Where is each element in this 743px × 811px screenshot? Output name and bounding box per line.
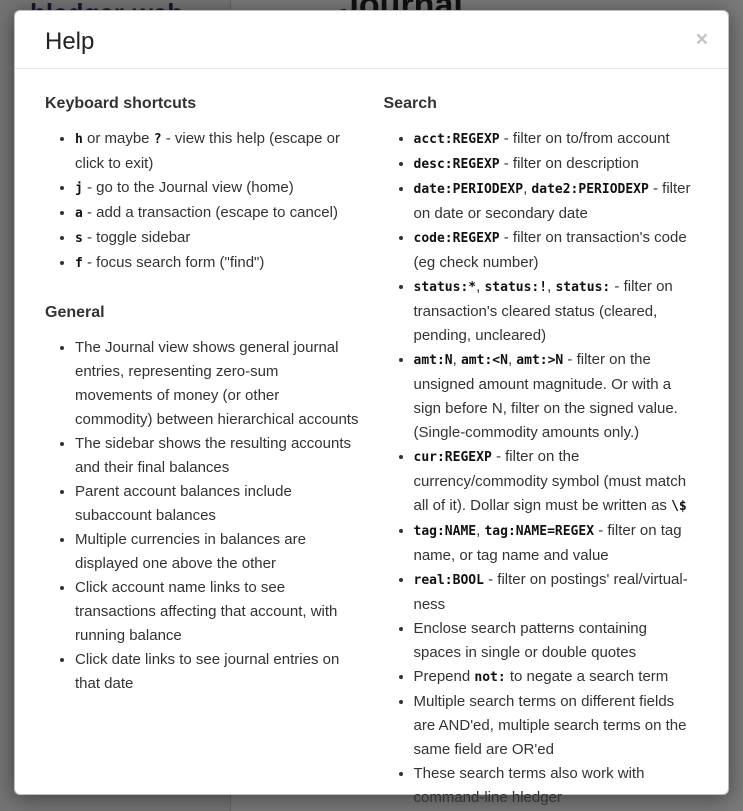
help-item: • Multiple currencies in balances are displayed one above the other xyxy=(75,528,360,576)
help-item: • desc:REGEXP - filter on description xyxy=(414,152,699,177)
help-item: • tag:NAME, tag:NAME=REGEX - filter on tag name, or tag name and value xyxy=(414,519,699,568)
help-item: • date:PERIODEXP, date2:PERIODEXP - filter on date or secondary date xyxy=(414,177,699,226)
code-term: amt:N xyxy=(413,353,453,368)
code-term: amt:<N xyxy=(460,353,508,368)
help-list xyxy=(45,336,360,696)
code-term: status:! xyxy=(484,280,548,295)
close-icon[interactable]: × xyxy=(695,28,708,51)
help-item: • h or maybe ? - view this help (escape or click to exit) xyxy=(75,127,360,176)
help-dialog xyxy=(14,10,729,806)
help-list xyxy=(45,127,360,276)
code-term: amt:>N xyxy=(516,353,564,368)
help-item: • Multiple search terms on different fields are AND'ed, multiple search terms on the same field are OR'ed xyxy=(414,690,699,762)
code-term: date2:PERIODEXP xyxy=(531,182,649,197)
help-item: • status:*, status:!, status: - filter on transaction's cleared status (cleared, pending, uncleared) xyxy=(414,275,699,348)
code-term: cur:REGEXP xyxy=(413,450,492,465)
code-term: s xyxy=(75,231,83,246)
section-heading: Search xyxy=(383,95,437,112)
help-item: • These search terms also work with command-line hledger xyxy=(414,762,699,810)
help-item: • Prepend not: to negate a search term xyxy=(414,665,699,690)
code-term: j xyxy=(75,181,83,196)
help-item: • j - go to the Journal view (home) xyxy=(75,176,360,201)
code-term: tag:NAME xyxy=(413,524,477,539)
section-heading: Keyboard shortcuts xyxy=(45,95,197,112)
code-term: f xyxy=(75,256,83,271)
help-column-left xyxy=(45,79,360,784)
help-column-right xyxy=(383,79,699,806)
code-term: h xyxy=(75,132,83,147)
code-term: desc:REGEXP xyxy=(413,157,500,172)
code-term: real:BOOL xyxy=(413,573,484,588)
help-item: • cur:REGEXP - filter on the currency/commodity symbol (must match all of it). Dollar sign must be written as \$ xyxy=(414,445,699,519)
help-dialog-header xyxy=(15,11,728,69)
help-item: • a - add a transaction (escape to cancel) xyxy=(75,201,360,226)
help-dialog-body xyxy=(15,69,728,806)
code-term: tag:NAME=REGEX xyxy=(484,524,595,539)
help-item: • real:BOOL - filter on postings' real/virtual-ness xyxy=(414,568,699,617)
code-term: acct:REGEXP xyxy=(413,132,500,147)
code-term: not: xyxy=(474,670,506,685)
code-term: status: xyxy=(555,280,611,295)
code-term: \$ xyxy=(671,499,687,514)
help-item: • f - focus search form ("find") xyxy=(75,251,360,276)
help-dialog-title: Help xyxy=(45,28,95,55)
help-item: • acct:REGEXP - filter on to/from account xyxy=(414,127,699,152)
help-item: • amt:N, amt:<N, amt:>N - filter on the unsigned amount magnitude. Or with a sign before N, filter on the signed value. (Single-commodity amounts only.) xyxy=(414,348,699,445)
code-term: status:* xyxy=(413,280,477,295)
code-term: ? xyxy=(153,132,162,147)
code-term: a xyxy=(75,206,83,221)
section-heading: General xyxy=(45,304,105,321)
help-item: • Click date links to see journal entries on that date xyxy=(75,648,360,696)
help-item: • code:REGEXP - filter on transaction's code (eg check number) xyxy=(414,226,699,275)
help-item: • The sidebar shows the resulting accounts and their final balances xyxy=(75,432,360,480)
code-term: code:REGEXP xyxy=(413,231,500,246)
code-term: date:PERIODEXP xyxy=(413,182,524,197)
help-item: • Enclose search patterns containing spaces in single or double quotes xyxy=(414,617,699,665)
help-item: • s - toggle sidebar xyxy=(75,226,360,251)
help-item: • The Journal view shows general journal entries, representing zero-sum movements of money (or other commodity) between hierarchical accounts xyxy=(75,336,360,432)
help-item: • Parent account balances include subaccount balances xyxy=(75,480,360,528)
help-list xyxy=(384,127,699,810)
help-item: • Click account name links to see transactions affecting that account, with running balance xyxy=(75,576,360,648)
